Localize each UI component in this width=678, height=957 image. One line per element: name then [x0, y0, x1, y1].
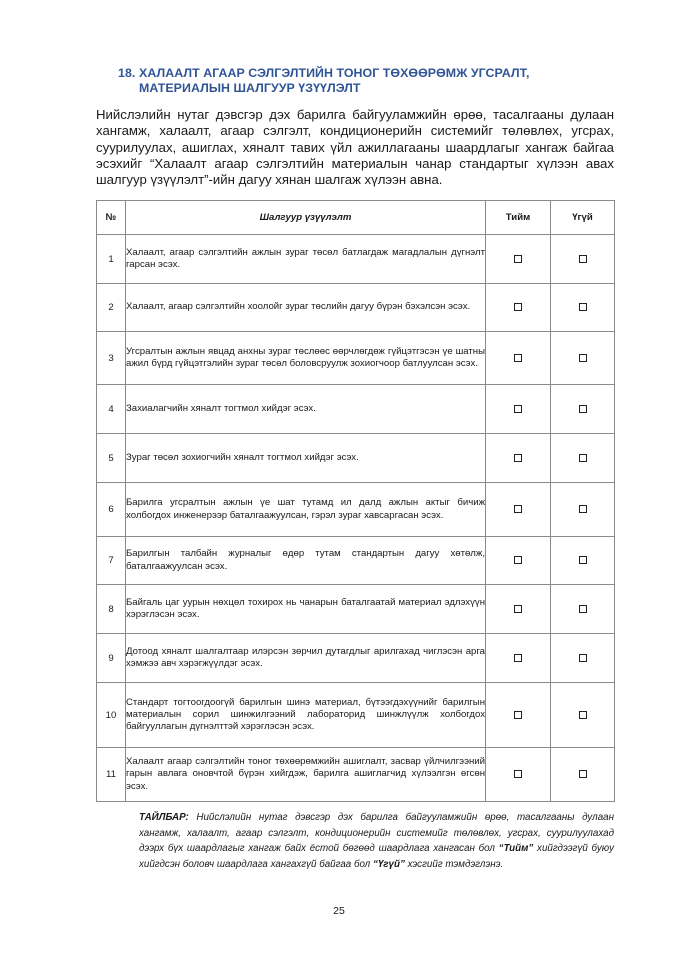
- page-number: 25: [333, 905, 345, 917]
- cell-yes: [486, 434, 551, 483]
- checkbox-no[interactable]: [579, 770, 587, 778]
- row-criterion: Барилга угсралтын ажлын үе шат тутамд ил далд ажлын актыг бичиж холбогдох инженерээр баталгаажуулсан, гэрэл зураг хавсаргасан эсэх.: [126, 483, 486, 537]
- checkbox-no[interactable]: [579, 255, 587, 263]
- table-row: [97, 284, 615, 332]
- checkbox-no[interactable]: [579, 303, 587, 311]
- row-number: 10: [97, 683, 126, 748]
- cell-yes: [486, 284, 551, 332]
- checkbox-yes[interactable]: [514, 770, 522, 778]
- table-row: [97, 683, 615, 748]
- cell-yes: [486, 634, 551, 683]
- row-criterion: Угсралтын ажлын явцад анхны зураг төслөөс өөрчлөгдөж гүйцэтгэсэн үе шатны ажил бүрд гүйцэтгэлийн зураг төсөл боловсруулж зохиогчоор батлуулсан эсэх.: [126, 332, 486, 385]
- note-yes-term: “Тийм”: [498, 843, 534, 855]
- cell-no: [551, 483, 615, 537]
- row-criterion: Захиалагчийн хяналт тогтмол хийдэг эсэх.: [126, 385, 486, 434]
- table-row: [97, 434, 615, 483]
- checkbox-yes[interactable]: [514, 654, 522, 662]
- checkbox-yes[interactable]: [514, 711, 522, 719]
- criteria-rows: [97, 235, 615, 802]
- checkbox-no[interactable]: [579, 711, 587, 719]
- header-criteria: Шалгуур үзүүлэлт: [126, 201, 486, 235]
- checkbox-yes[interactable]: [514, 454, 522, 462]
- checkbox-yes[interactable]: [514, 605, 522, 613]
- checkbox-yes[interactable]: [514, 303, 522, 311]
- cell-no: [551, 748, 615, 802]
- row-criterion: Халаалт агаар сэлгэлтийн тоног төхөөрөмжийн ашиглалт, засвар үйлчилгээний гарын авлага оновчтой бүрэн хийгдэж, барилга ашиглагчид хүлээлгэн өгсөн эсэх.: [126, 748, 486, 802]
- cell-yes: [486, 385, 551, 434]
- row-criterion: Стандарт тогтоогдоогүй барилгын шинэ материал, бүтээгдэхүүнийг барилгын материалын сорил шинжилгээний лабораторид шинжлүүлж холбогдох байгууллагын дүгнэлттэй хэрэглэсэн эсэх.: [126, 683, 486, 748]
- note-text-1: Нийслэлийн нутаг дэвсгэр дэх барилга байгууламжийн өрөө, тасалгааны дулаан хангамж, халаалт, агаар сэлгэлт, кондиционерийн системийг төлөвлөх, угсрах, суурилуулахад дээрх бүх шаардлагыг хангаж байх ёстой бөгөөд шаардлага хангасан бол: [139, 812, 614, 855]
- row-criterion: Барилгын талбайн журналыг өдөр тутам стандартын дагуу хөтөлж, баталгаажуулсан эсэх.: [126, 537, 486, 585]
- cell-no: [551, 284, 615, 332]
- checkbox-no[interactable]: [579, 605, 587, 613]
- checkbox-yes[interactable]: [514, 405, 522, 413]
- row-number: 11: [97, 748, 126, 802]
- criteria-table: [96, 200, 615, 802]
- table-row: [97, 634, 615, 683]
- checkbox-no[interactable]: [579, 354, 587, 362]
- note-no-term: “Үгүй”: [372, 859, 405, 871]
- row-criterion: Дотоод хяналт шалгалтаар илэрсэн зөрчил дутагдлыг арилгахад чиглэсэн арга хэмжээ авч хэрэгжүүлдэг эсэх.: [126, 634, 486, 683]
- row-number: 7: [97, 537, 126, 585]
- row-criterion: Халаалт, агаар сэлгэлтийн хоолойг зураг төслийн дагуу бүрэн бэхэлсэн эсэх.: [126, 284, 486, 332]
- cell-no: [551, 332, 615, 385]
- table-row: [97, 385, 615, 434]
- row-number: 4: [97, 385, 126, 434]
- note-paragraph: [139, 810, 614, 873]
- row-number: 9: [97, 634, 126, 683]
- cell-no: [551, 585, 615, 634]
- table-row: [97, 748, 615, 802]
- intro-paragraph: Нийслэлийн нутаг дэвсгэр дэх барилга байгууламжийн өрөө, тасалгааны дулаан хангамж, халаалт, агаар сэлгэлт, кондиционерийн системийг төлөвлөх, угсрах, суурилуулах, ашиглах, хяналт тавих үйл ажиллагааны шаардлагыг хангаж байгаа эсэхийг “Халаалт агаар сэлгэлтийн материалын чанар стандартыг хүлээн авах шалгуур үзүүлэлт”-ийн дагуу хянан шалгаж хүлээн авна.: [96, 107, 614, 188]
- row-number: 5: [97, 434, 126, 483]
- row-number: 6: [97, 483, 126, 537]
- row-number: 1: [97, 235, 126, 284]
- table-header-row: [97, 201, 615, 235]
- cell-no: [551, 683, 615, 748]
- header-num: №: [97, 201, 126, 235]
- cell-yes: [486, 537, 551, 585]
- cell-no: [551, 537, 615, 585]
- cell-yes: [486, 683, 551, 748]
- checkbox-no[interactable]: [579, 454, 587, 462]
- table-row: [97, 483, 615, 537]
- table-row: [97, 537, 615, 585]
- note-text-2: хийгдээгүй буюу хийгдсэн боловч шаардлага хангахгүй байгаа бол: [139, 843, 614, 871]
- cell-yes: [486, 235, 551, 284]
- header-yes: Тийм: [486, 201, 551, 235]
- checkbox-no[interactable]: [579, 505, 587, 513]
- row-number: 8: [97, 585, 126, 634]
- section-title-line2: МАТЕРИАЛЫН ШАЛГУУР ҮЗҮҮЛЭЛТ: [139, 80, 361, 95]
- checkbox-no[interactable]: [579, 556, 587, 564]
- checkbox-yes[interactable]: [514, 556, 522, 564]
- header-no: Үгүй: [551, 201, 615, 235]
- cell-no: [551, 634, 615, 683]
- cell-yes: [486, 483, 551, 537]
- checkbox-no[interactable]: [579, 405, 587, 413]
- cell-yes: [486, 332, 551, 385]
- note-text-3: хэсгийг тэмдэглэнэ.: [404, 859, 504, 871]
- table-row: [97, 585, 615, 634]
- cell-no: [551, 434, 615, 483]
- cell-yes: [486, 585, 551, 634]
- row-criterion: Халаалт, агаар сэлгэлтийн ажлын зураг төсөл батлагдаж магадлалын дүгнэлт гарсан эсэх.: [126, 235, 486, 284]
- checkbox-yes[interactable]: [514, 255, 522, 263]
- checkbox-no[interactable]: [579, 654, 587, 662]
- checkbox-yes[interactable]: [514, 505, 522, 513]
- cell-no: [551, 385, 615, 434]
- section-heading: [118, 66, 558, 95]
- table-row: [97, 235, 615, 284]
- row-criterion: Байгаль цаг уурын нөхцөл тохирох нь чанарын баталгаатай материал эдлэхүүн хэрэглэсэн эсэх.: [126, 585, 486, 634]
- row-number: 2: [97, 284, 126, 332]
- table-row: [97, 332, 615, 385]
- section-title-line1: ХАЛААЛТ АГААР СЭЛГЭЛТИЙН ТОНОГ ТӨХӨӨРӨМЖ УГСРАЛТ,: [139, 66, 530, 80]
- note-label: ТАЙЛБАР:: [139, 812, 189, 823]
- cell-no: [551, 235, 615, 284]
- row-criterion: Зураг төсөл зохиогчийн хяналт тогтмол хийдэг эсэх.: [126, 434, 486, 483]
- row-number: 3: [97, 332, 126, 385]
- section-number: 18.: [118, 66, 136, 80]
- checkbox-yes[interactable]: [514, 354, 522, 362]
- cell-yes: [486, 748, 551, 802]
